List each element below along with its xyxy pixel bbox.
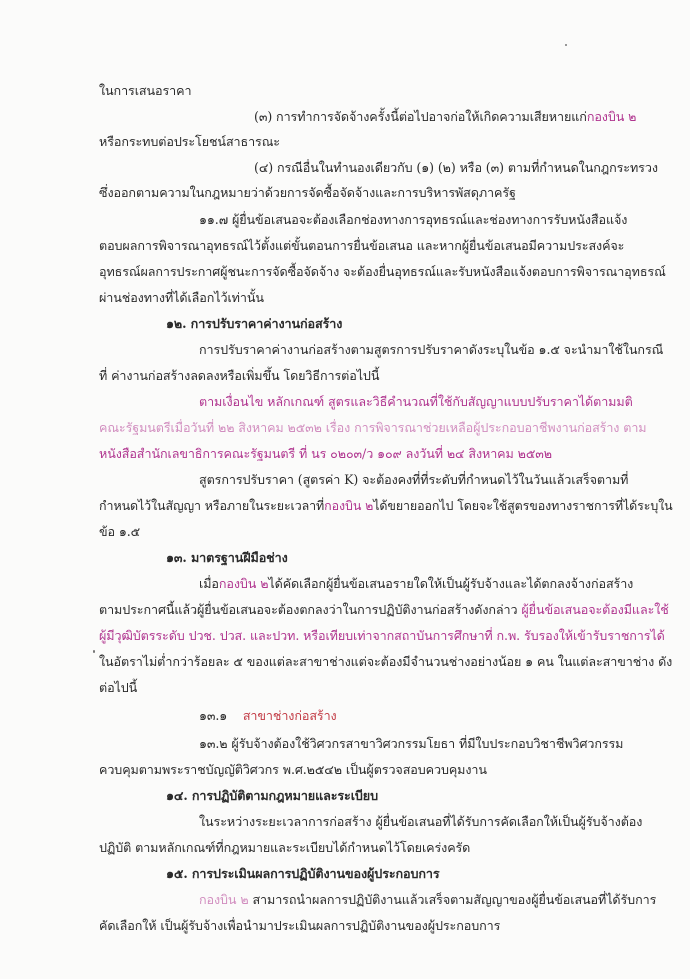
text-line (99, 602, 669, 618)
subsection-title: สาขาช่างก่อสร้าง (242, 708, 337, 723)
subsection-13-2: ๑๓.๒ ผู้รับจ้างต้องใช้วิศวกรสาขาวิศวกรรมโยธา ที่มีใบประกอบวิชาชีพวิศวกรรม (199, 736, 624, 751)
text-fragment: เมื่อ (199, 576, 219, 591)
text-line (199, 576, 633, 592)
scan-speck (565, 44, 567, 46)
text-line: ควบคุมตามพระราชบัญญัติวิศวกร พ.ศ.๒๕๔๒ เป็นผู้ตรวจสอบควบคุมงาน (99, 762, 487, 777)
text-fragment: ได้ขยายออกไป โดยจะใช้สูตรของทางราชการที่ได้ระบุใน (373, 498, 673, 513)
text-fragment: ตามประกาศนี้แล้วผู้ยื่นข้อเสนอจะต้องตกลงว่าในการปฏิบัติงานก่อสร้างดังกล่าว (99, 602, 522, 617)
text-line: ในระหว่างระยะเวลาการก่อสร้าง ผู้ยื่นข้อเสนอที่ได้รับการคัดเลือกให้เป็นผู้รับจ้างต้อง (199, 814, 643, 829)
organization-name: กองบิน ๒ (586, 109, 637, 124)
text-line: อุทธรณ์ผลการประกาศผู้ชนะการจัดซื้อจัดจ้าง จะต้องยื่นอุทธรณ์และรับหนังสือแจ้งตอบการพิจารณาอุทธรณ์ (99, 264, 666, 279)
section-heading-12: ๑๒. การปรับราคาค่างานก่อสร้าง (166, 316, 343, 331)
subsection-13-1 (199, 708, 337, 724)
section-heading-14: ๑๔. การปฏิบัติตามกฎหมายและระเบียบ (166, 788, 378, 803)
clause-11-7: ๑๑.๗ ผู้ยื่นข้อเสนอจะต้องเลือกช่องทางการอุทธรณ์และช่องทางการรับหนังสือแจ้ง (199, 212, 628, 227)
text-fragment: กำหนดไว้ในสัญญา หรือภายในระยะเวลาที่ (99, 498, 325, 513)
text-line: คัดเลือกให้ เป็นผู้รับจ้างเพื่อนำมาประเมินผลการปฏิบัติงานของผู้ประกอบการ (99, 918, 501, 933)
section-heading-13: ๑๓. มาตรฐานฝีมือช่าง (166, 550, 288, 565)
text-fragment: (๓) การทำการจัดจ้างครั้งนี้ต่อไปอาจก่อให้เกิดความเสียหายแก่ (254, 109, 587, 124)
text-line: ในอัตราไม่ต่ำกว่าร้อยละ ๕ ของแต่ละสาขาช่างแต่จะต้องมีจำนวนช่างอย่างน้อย ๑ คน ในแต่ละสาขาช่าง ดัง (99, 654, 673, 669)
text-line: หรือกระทบต่อประโยชน์สาธารณะ (99, 134, 280, 149)
text-line (99, 498, 673, 514)
highlighted-line: ผู้มีวุฒิบัตรระดับ ปวช. ปวส. และปวท. หรือเทียบเท่าจากสถาบันการศึกษาที่ ก.พ. รับรองให้เข้ารับราชการได้ (99, 628, 665, 643)
highlighted-text: ผู้ยื่นข้อเสนอจะต้องมีและใช้ (521, 602, 669, 617)
text-line: สูตรการปรับราคา (สูตรค่า K) จะต้องคงที่ที่ระดับที่กำหนดไว้ในวันแล้วเสร็จตามที่ (199, 472, 629, 487)
clause-11-6-3 (254, 109, 636, 125)
text-line (199, 892, 656, 908)
text-line: ผ่านช่องทางที่ได้เลือกไว้เท่านั้น (99, 290, 264, 305)
scan-speck (93, 650, 95, 653)
text-fragment: สามารถนำผลการปฏิบัติงานแล้วเสร็จตามสัญญาของผู้ยื่นข้อเสนอที่ได้รับการ (248, 892, 657, 907)
text-line: ซึ่งออกตามความในกฎหมายว่าด้วยการจัดซื้อจัดจ้างและการบริหารพัสดุภาครัฐ (99, 185, 516, 200)
organization-name: กองบิน ๒ (199, 892, 249, 907)
clause-11-6-4: (๔) กรณีอื่นในทำนองเดียวกับ (๑) (๒) หรือ (๓) ตามที่กำหนดในกฎกระทรวง (254, 160, 658, 175)
organization-name: กองบิน ๒ (218, 576, 269, 591)
text-line: ตอบผลการพิจารณาอุทธรณ์ไว้ตั้งแต่ขั้นตอนการยื่นข้อเสนอ และหากผู้ยื่นข้อเสนอมีความประสงค์จะ (99, 238, 625, 253)
organization-name: กองบิน ๒ (324, 498, 374, 513)
text-fragment: ได้คัดเลือกผู้ยื่นข้อเสนอรายใดให้เป็นผู้รับจ้างและได้ตกลงจ้างก่อสร้าง (268, 576, 634, 591)
text-line: ปฏิบัติ ตามหลักเกณฑ์ที่กฎหมายและระเบียบได้กำหนดไว้โดยเคร่งครัด (99, 840, 471, 855)
section-heading-15: ๑๕. การประเมินผลการปฏิบัติงานของผู้ประกอบการ (166, 866, 440, 881)
text-line: ในการเสนอราคา (99, 83, 192, 98)
highlighted-line: คณะรัฐมนตรีเมื่อวันที่ ๒๒ สิงหาคม ๒๕๓๒ เรื่อง การพิจารณาช่วยเหลือผู้ประกอบอาชีพงานก่อสร้าง ตาม (99, 420, 647, 435)
text-line: ข้อ ๑.๕ (99, 524, 141, 539)
highlighted-line: หนังสือสำนักเลขาธิการคณะรัฐมนตรี ที่ นร ๐๒๐๓/ว ๑๐๙ ลงวันที่ ๒๔ สิงหาคม ๒๕๓๒ (99, 446, 552, 461)
text-line: การปรับราคาค่างานก่อสร้างตามสูตรการปรับราคาดังระบุในข้อ ๑.๕ จะนำมาใช้ในกรณี (199, 342, 664, 357)
text-line: ที่ ค่างานก่อสร้างลดลงหรือเพิ่มขึ้น โดยวิธีการต่อไปนี้ (99, 368, 380, 383)
text-line: ต่อไปนี้ (99, 680, 138, 695)
highlighted-line: ตามเงื่อนไข หลักเกณฑ์ สูตรและวิธีคำนวณที่ใช้กับสัญญาแบบปรับราคาได้ตามมติ (199, 394, 633, 409)
subsection-number: ๑๓.๑ (199, 708, 228, 723)
